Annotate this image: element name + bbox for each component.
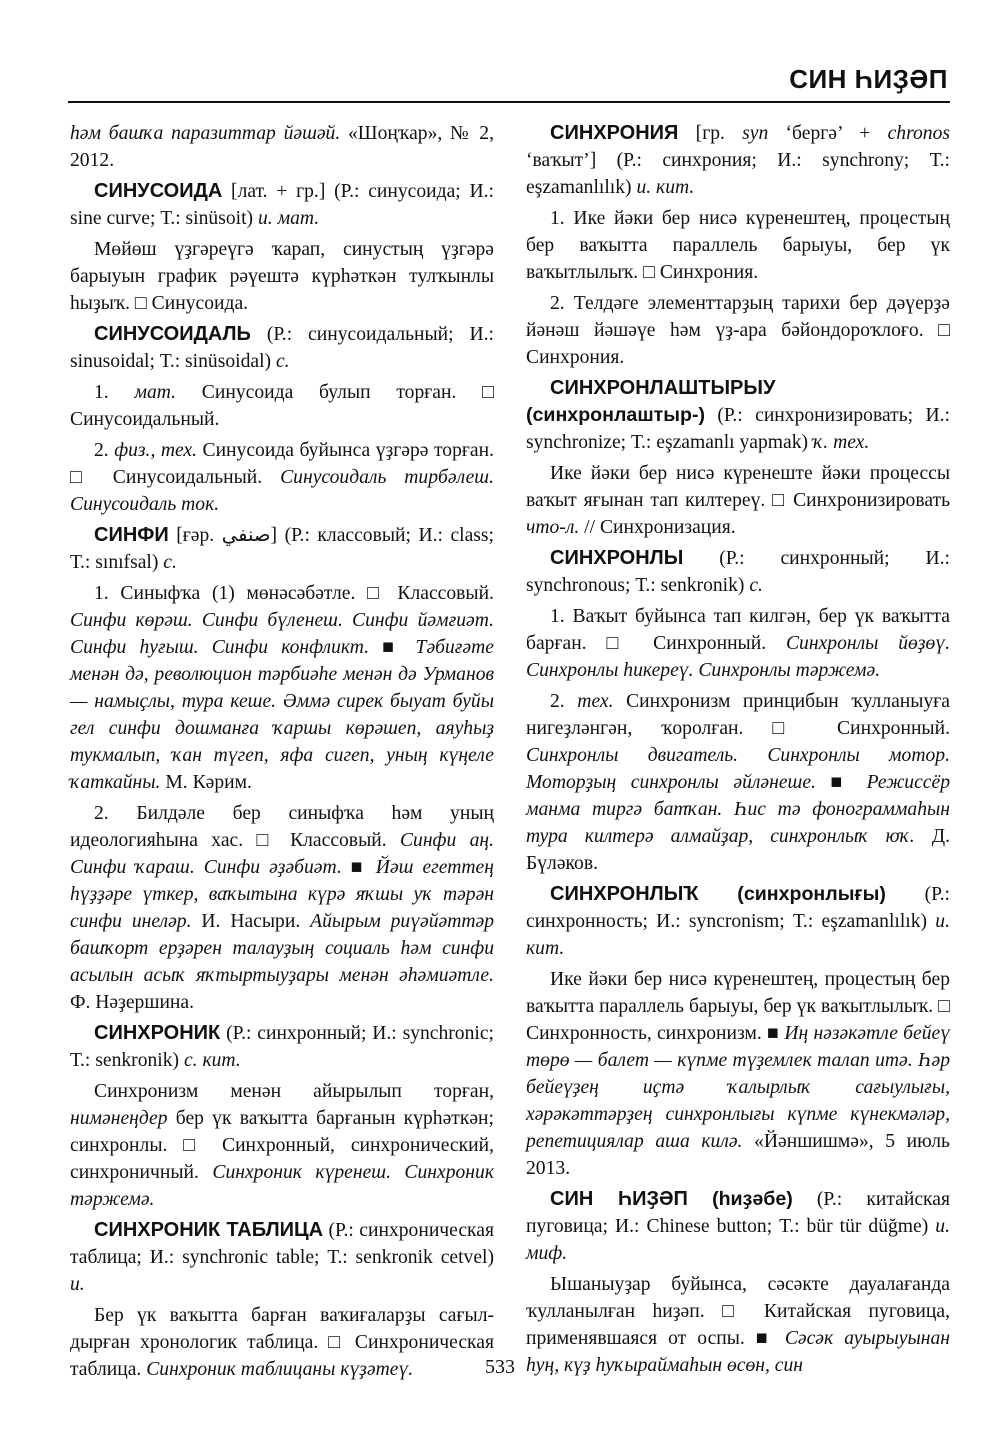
pos-label: и. миф.	[526, 1216, 950, 1264]
entry-sinhronlashtyryu	[526, 375, 950, 456]
etymology: (Р.: китайская пуговица; И.: Chinese button; Т.: bür tür düğme)	[526, 1189, 950, 1237]
literary-quote: Йәш егеттең һүҙҙәре үткер, ваҡытына күрә яҡшы уҡ тәрән синфи инеләр.	[70, 857, 494, 932]
sense-1	[70, 379, 494, 433]
pos-label: и. кит.	[526, 911, 950, 959]
stem-form: (һиҙәбе)	[712, 1188, 793, 1210]
russian-equivalent: Синхронизация.	[599, 517, 736, 538]
running-head: СИН ҺИҘӘП	[789, 64, 948, 94]
etymology: [ғәр. صنفي] (Р.: классовый; И.: class; Т.: sınıfsal)	[70, 525, 494, 573]
russian-equivalent: Синусоида.	[151, 293, 249, 314]
sense-2	[70, 437, 494, 518]
definition	[70, 236, 494, 317]
quote-marker: ■	[382, 637, 403, 658]
definition-text: Ваҡыт буйынса тап килгән, бер үк ваҡытта барған.	[526, 606, 951, 654]
pos-label: с. кит.	[183, 1050, 241, 1071]
source-citation: «Йәншишмә», 5 июль 2013.	[526, 1131, 950, 1179]
etymology: [гр.	[695, 123, 725, 144]
russian-equivalent: Синхронный.	[653, 633, 767, 654]
entry-sinhronly	[526, 545, 950, 599]
translation-marker: □	[643, 262, 655, 283]
stem-form: (синхронлаштыр-)	[526, 404, 705, 426]
sense-number: 1.	[550, 208, 565, 229]
sense-2	[526, 688, 950, 877]
definition-italic: нимәнеңдер	[70, 1108, 168, 1129]
definition-text: Ике йәки бер нисә күренеште йәки процессы ваҡыт яғынан тап килтереү.	[526, 463, 950, 511]
entry-sinusoida	[70, 178, 494, 232]
etymology-greek: syn	[742, 123, 769, 144]
sense-number: 1.	[94, 382, 109, 403]
translation-marker: □	[134, 293, 147, 314]
russian-equivalent: Синусоидальный.	[70, 409, 220, 430]
etymology: [лат. + гр.] (Р.: синусоида; И.: sine curve; Т.: sinüsoit)	[70, 181, 494, 229]
headword: СИНУСОИДА	[94, 180, 223, 202]
example-text: Синфи көрәш. Синфи бүленеш. Синфи йәмғиәт. Синфи һуғыш. Синфи конфликт.	[70, 610, 494, 658]
definition-text: Ике йәки бер нисә күренештең, процестың бер ваҡытта параллель барыуы, бер үк ваҡытлылыҡ.	[526, 969, 950, 1017]
definition-text: Синыфҡа (1) мөнәсәбәтле.	[120, 583, 356, 604]
headword: СИНХРОНЛЫ	[550, 547, 684, 569]
translation-marker: □	[938, 996, 950, 1017]
definition	[526, 966, 950, 1182]
sense-number: 2.	[550, 691, 565, 712]
sense-number: 2.	[94, 440, 109, 461]
quote-marker: ■	[755, 1328, 774, 1349]
definition-text: Мөйөш үҙгәреүгә ҡарап, синустың үҙгәрә барыуын график рәүештә күрһәткән тулҡынлы һыҙыҡ.	[70, 239, 494, 314]
definition-text: бер үк ваҡытта барғанын күрһәткән; синхронлы.	[70, 1108, 494, 1156]
example-text: Синусоидаль тирбәлеш. Синусоидаль ток.	[70, 467, 494, 515]
russian-equivalent: Классовый.	[397, 583, 494, 604]
field-label: тех.	[577, 691, 614, 712]
quote-author: Д. Бүләков.	[526, 826, 950, 874]
entry-sinhronik-table	[70, 1217, 494, 1298]
pos-label: с.	[275, 351, 290, 372]
sense-number: 1.	[94, 583, 109, 604]
definition	[70, 1078, 494, 1213]
entry-sinhronlyk	[526, 881, 950, 962]
separator: //	[584, 517, 596, 538]
headword: СИНХРОНЛЫҠ	[550, 883, 699, 905]
entry-sinfi	[70, 522, 494, 576]
example-text: Синхронлы двигатель. Синхронлы мотор. Моторҙың синхронлы әйләнеше.	[526, 745, 950, 793]
translation-marker: □	[367, 583, 386, 604]
sense-1	[70, 580, 494, 796]
sense-1	[526, 603, 950, 684]
etymology: ‘ваҡыт’] (Р.: синхрония; И.: synchrony; Т.: eşzamanlılık)	[526, 150, 950, 198]
field-label: мат.	[134, 382, 177, 403]
translation-marker: □	[772, 490, 787, 511]
right-column	[526, 120, 950, 1383]
definition-text: Синусоида буйынса үҙгәрә торған.	[202, 440, 494, 461]
source-citation: «Шоңҡар», № 2, 2012.	[70, 123, 494, 171]
russian-equivalent: Синхронный, синхронический, синхроничный.	[70, 1135, 494, 1183]
russian-equivalent: Синхроническая таблица.	[70, 1332, 494, 1380]
literary-quote: Сәсәк ауырыуынан һуң, күҙ һуҡыраймаһын өсөн, син	[526, 1328, 950, 1376]
headword: СИНХРОНЛАШТЫРЫУ	[550, 377, 776, 399]
russian-equivalent: Синусоидальный.	[112, 467, 263, 488]
header-rule	[68, 101, 950, 103]
quote-marker: ■	[830, 772, 853, 793]
literary-quote: Режиссёр манма тиргә батҡан. Һис тә фонограммаһын тура килтерә алмайҙар, синхронлыҡ юҡ.	[526, 772, 950, 847]
example-text: Синфи аң. Синфи ҡараш. Синфи әҙәбиәт.	[70, 830, 495, 878]
etymology: (Р.: синхронизировать; И.: synchronize; Т.: eşzamanlı yapmak)	[526, 405, 950, 453]
definition-text: Телдәге элементтарҙың тарихи бер дәүерҙә йәнәш йәшәүе һәм үҙ-ара бәйондороҡлоғо.	[526, 293, 950, 341]
pos-label: и. мат.	[257, 208, 320, 229]
quote-marker: ■	[767, 1023, 780, 1044]
literary-quote: Иң нәзәкәтле бейеү төрө — балет — күпме түҙемлек талап итә. Һәр бейеүҙең иҫтә ҡалырлыҡ сағыулығы, хәрәкәттәрҙең синхронлығы күпме күнекмәләр, репетициялар аша килә.	[526, 1023, 950, 1152]
russian-equivalent: Классовый.	[290, 830, 387, 851]
headword: СИНХРОНИЯ	[550, 122, 679, 144]
etymology: (Р.: синхронный; И.: synchronous; Т.: senkronik)	[526, 548, 950, 596]
definition-text: Синхронизм менән айырылып торған,	[94, 1081, 494, 1102]
russian-equivalent: Синхронизировать	[793, 490, 951, 511]
etymology: (Р.: синхронный; И.: synchronic; Т.: senkronik)	[70, 1023, 494, 1071]
translation-marker: □	[482, 382, 494, 403]
translation-marker: □	[938, 320, 951, 341]
pos-label: и. кит.	[636, 177, 695, 198]
headword: СИНХРОНИК ТАБЛИЦА	[94, 1219, 324, 1241]
definition-text: Ике йәки бер нисә күренештең, процестың бер ваҡытта параллель барыуы, бер үк ваҡытлылыҡ.	[526, 208, 950, 283]
headword: СИНУСОИДАЛЬ	[94, 323, 251, 345]
pos-label: ҡ. тех.	[812, 432, 870, 453]
quote-author: М. Кәрим.	[165, 772, 252, 793]
quote-marker: ■	[350, 857, 367, 878]
etymology: (Р.: синхронность; И.: syncronism; Т.: eşzamanlılık)	[526, 884, 950, 932]
russian-equivalent: Синхрония.	[526, 347, 625, 368]
example-text: Синхроник күренеш. Синхроник тәржемә.	[70, 1162, 494, 1210]
definition-text: Билдәле бер синыфҡа һәм уның идеологияһына хас.	[70, 803, 494, 851]
sense-number: 1.	[550, 606, 565, 627]
left-column	[70, 120, 494, 1387]
etymology-greek: chronos	[887, 123, 950, 144]
entry-sinhronik	[70, 1020, 494, 1074]
definition	[526, 460, 950, 541]
page-number: 533	[485, 1356, 515, 1378]
etymology: (Р.: синхроническая таблица; И.: synchronic table; Т.: senkronik cetvel)	[70, 1220, 494, 1268]
field-label: физ., тех.	[114, 440, 198, 461]
sense-1	[526, 205, 950, 286]
sense-number: 2.	[550, 293, 565, 314]
translation-marker: □	[256, 830, 277, 851]
literary-quote: Тәбиғәте менән дә, революцион тәрбиәһе менән дә Урманов — намыҫлы, тура кеше. Әммә сирек быуат буйы гел синфи дошманға ҡаршы көрәшеп, аяуһыҙ тукмалып, ҡан түгеп, яфа сигеп, уның күңеле ҡаткайны.	[70, 637, 494, 793]
russian-equivalent: Китайская пуговица, применявшаяся от оспы.	[526, 1301, 950, 1349]
entry-sinusoidal	[70, 321, 494, 375]
quote-author: Ф. Нәҙершина.	[70, 992, 195, 1013]
entry-sinhroniya	[526, 120, 950, 201]
grammar-label: что-л.	[526, 517, 580, 538]
translation-marker: □	[722, 1301, 747, 1322]
translation-marker: □	[70, 467, 95, 488]
pos-label: с.	[749, 575, 763, 596]
etymology: (Р.: синусоидальный; И.: sinusoidal; Т.: sinüsoidal)	[70, 324, 494, 372]
sense-number: 2.	[94, 803, 109, 824]
quote-author: И. Насыри.	[201, 911, 301, 932]
definition-text: Синусоида булып торған.	[201, 382, 457, 403]
stem-form: (синхронлығы)	[737, 883, 886, 905]
sense-2	[70, 800, 494, 1016]
etymology: ‘бергә’ +	[785, 123, 871, 144]
sense-2	[526, 290, 950, 371]
entry-continuation	[70, 120, 494, 174]
example-text: Синхронлы йөҙөү. Синхронлы һикереү. Синхронлы тәржемә.	[526, 633, 950, 681]
russian-equivalent: Синхрония.	[659, 262, 759, 283]
definition-text: Синхронизм принцибын ҡулланыуға нигеҙләнгән, ҡоролған.	[526, 691, 950, 739]
headword: СИН ҺИҘӘП	[550, 1188, 688, 1210]
headword: СИНФИ	[94, 524, 169, 546]
translation-marker: □	[772, 718, 809, 739]
translation-marker: □	[328, 1332, 346, 1353]
translation-marker: □	[606, 633, 634, 654]
literary-quote: Айырым риүәйәттәр башҡорт ерҙәрен талауҙың социаль һәм синфи асылын асыҡ яҡтыртыуҙары менән әһәмиәтле.	[70, 911, 495, 986]
russian-equivalent: Синхронный.	[837, 718, 950, 739]
headword: СИНХРОНИК	[94, 1022, 221, 1044]
russian-equivalent: Синхронность, синхронизм.	[526, 1023, 762, 1044]
definition-text: Бер үк ваҡытта барған ваҡиғаларҙы сағылдырған хронологик таблица.	[70, 1305, 494, 1353]
entry-sin-hizap	[526, 1186, 950, 1267]
example-text: Синхроник таблицаны күҙәтеү.	[146, 1359, 414, 1380]
translation-marker: □	[183, 1135, 207, 1156]
pos-label: с.	[163, 552, 177, 573]
example-text: һәм башҡа паразиттар йәшәй.	[70, 123, 341, 144]
definition-text: Ышаныуҙар буйынса, сәсәкте дауалағанда ҡулланылған һиҙәп.	[526, 1274, 950, 1322]
pos-label: и.	[70, 1274, 85, 1295]
